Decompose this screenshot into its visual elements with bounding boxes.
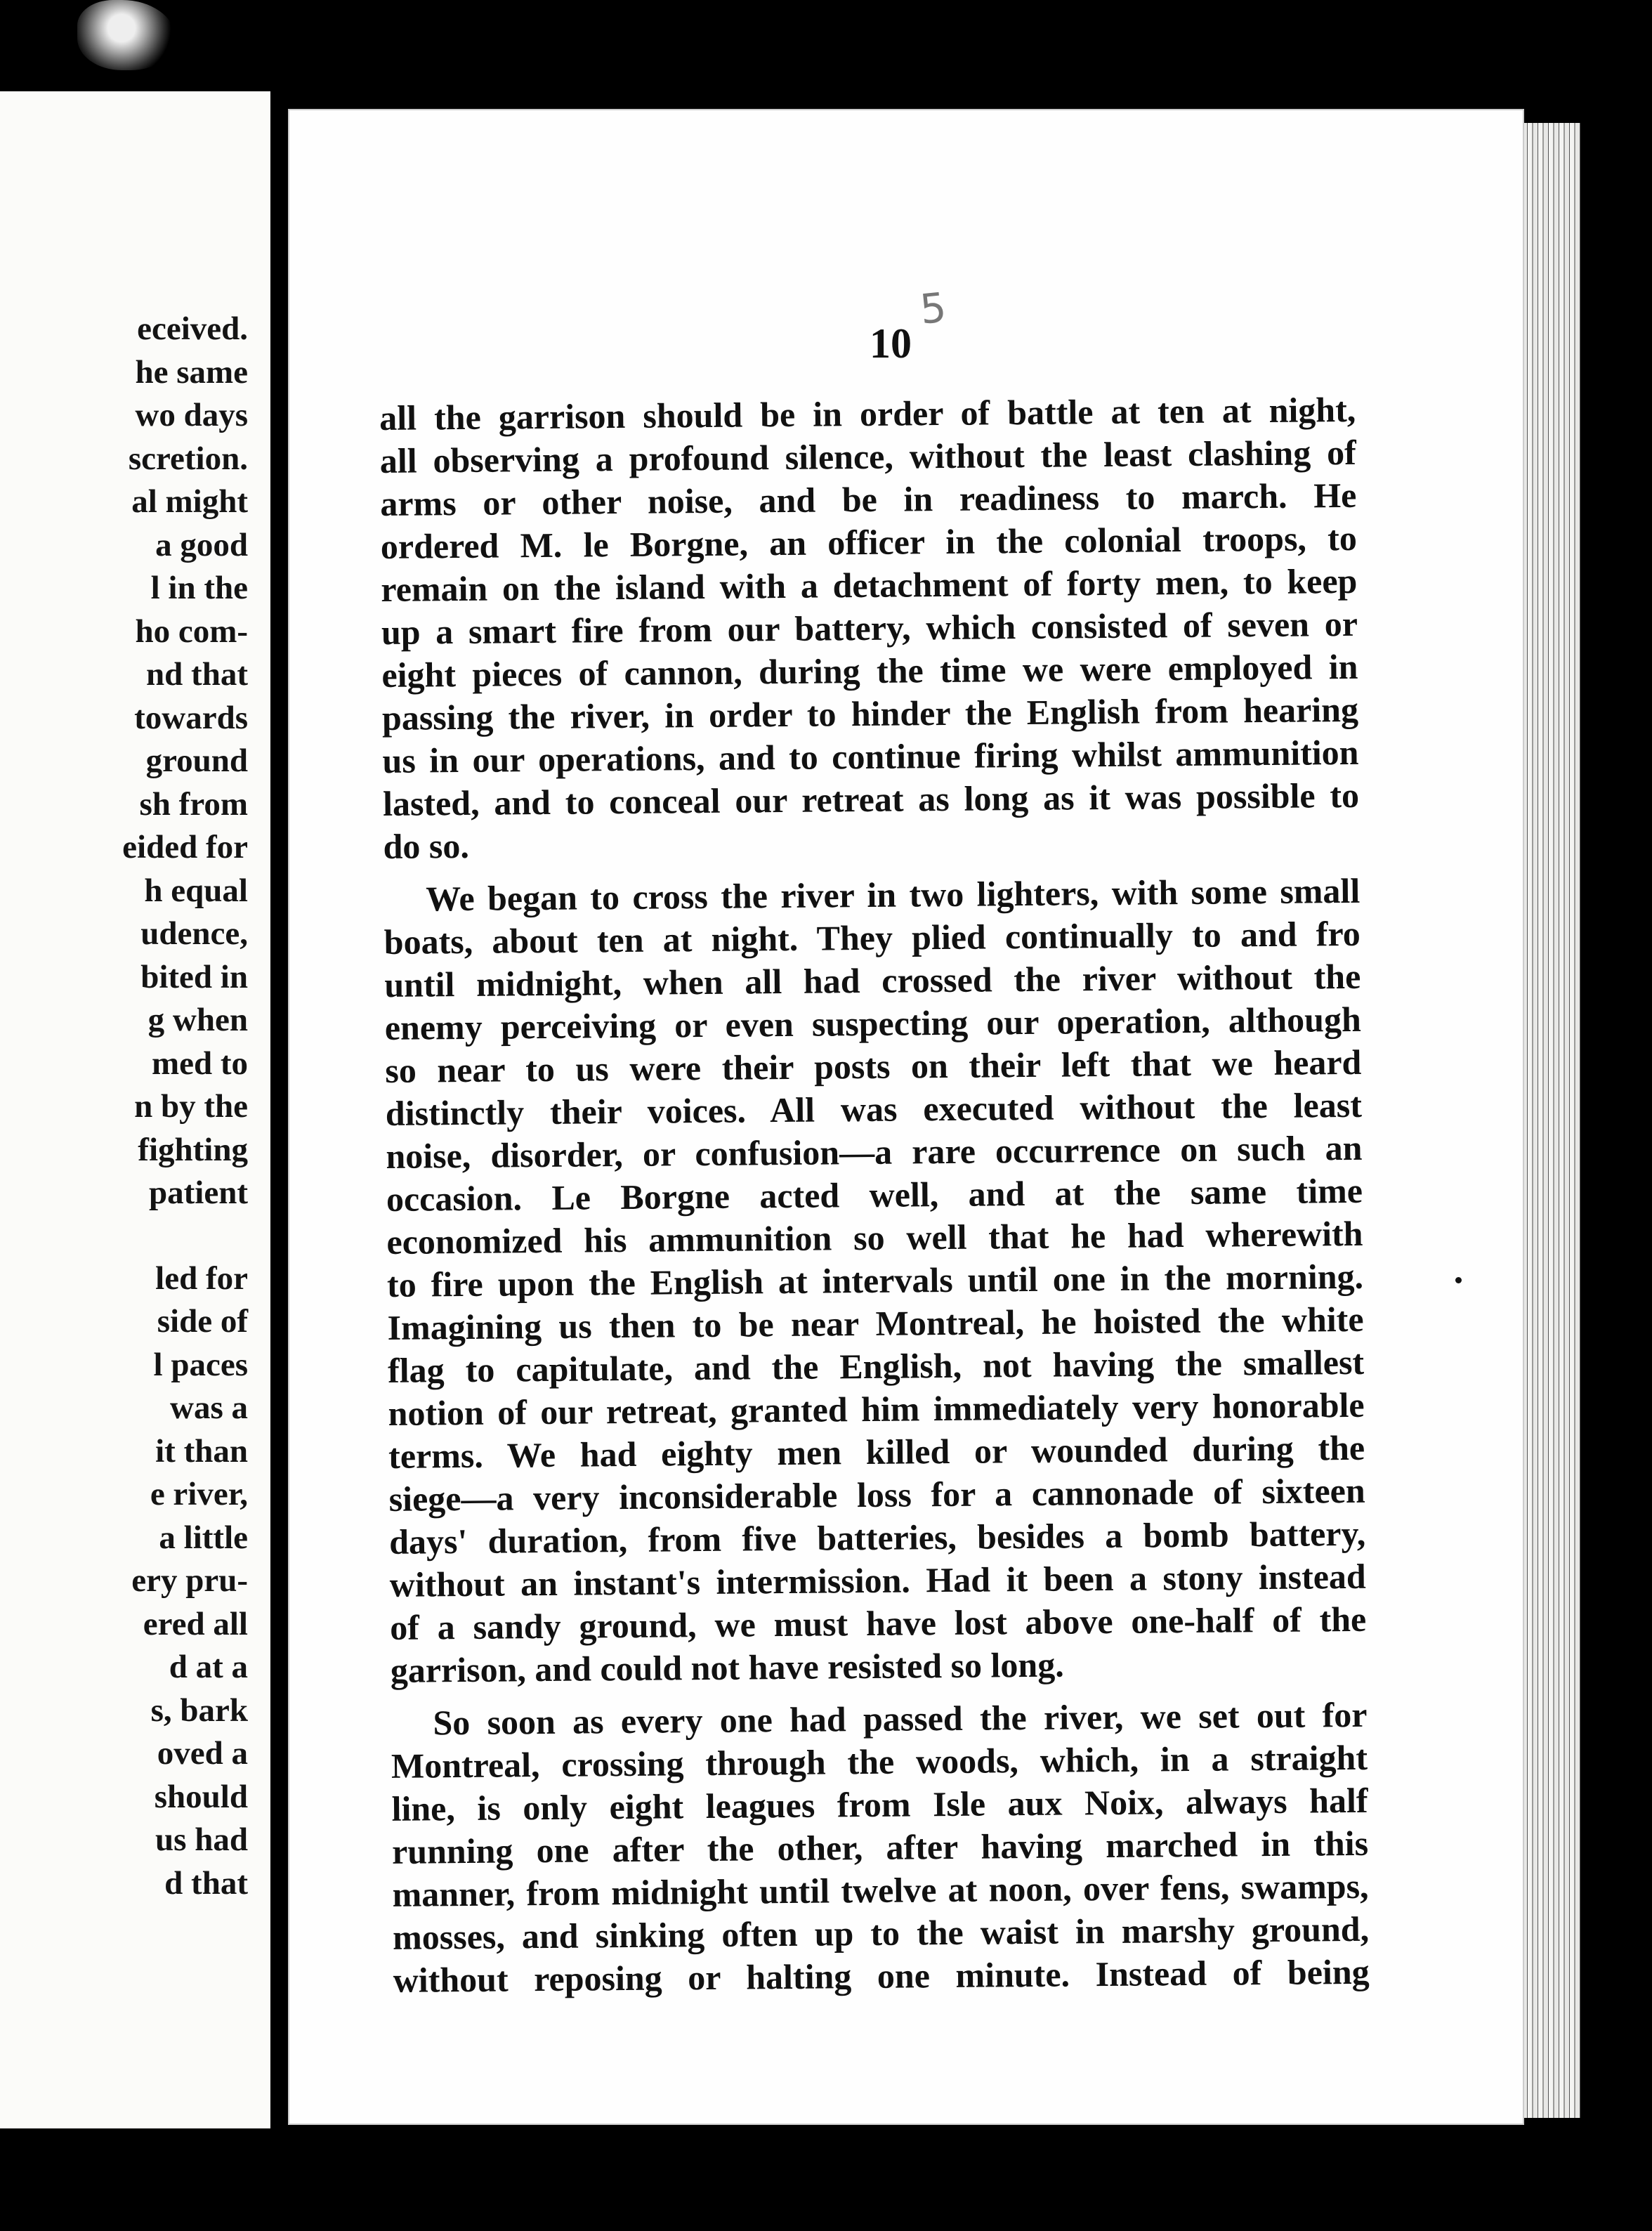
text-line: garrison, and could not have resisted so long. xyxy=(390,1644,1064,1690)
text-line: up a smart fire from our battery, which consisted of seven or xyxy=(381,603,1358,652)
previous-page-line: n by the xyxy=(134,1088,248,1125)
text-line: of a sandy ground, we must have lost above one-half of the xyxy=(390,1599,1367,1647)
page-number: 10 xyxy=(870,320,912,367)
previous-page-line: d that xyxy=(164,1864,248,1902)
previous-page-line: nd that xyxy=(146,656,248,693)
text-line: We began to cross the river in two lighters, with some small xyxy=(425,870,1361,919)
previous-page-line: med to xyxy=(151,1045,248,1082)
text-line: days' duration, from five batteries, besides a bomb battery, xyxy=(388,1513,1366,1562)
previous-page-line: he same xyxy=(135,353,248,391)
text-line: ordered M. le Borgne, an officer in the colonial troops, to xyxy=(380,518,1358,566)
previous-page-line: towards xyxy=(134,699,248,736)
previous-page-line: oved a xyxy=(157,1735,248,1772)
previous-page-line: a good xyxy=(155,526,248,563)
text-line: terms. We had eighty men killed or wounded during the xyxy=(388,1427,1365,1476)
paragraph-3 xyxy=(391,1694,1370,2002)
text-line: remain on the island with a detachment of forty men, to keep xyxy=(381,561,1358,609)
text-line: manner, from midnight until twelve at noon, over fens, swamps, xyxy=(392,1866,1369,1914)
previous-page-line: a little xyxy=(159,1519,248,1556)
text-line: without an instant's intermission. Had it been a stony instead xyxy=(389,1556,1366,1604)
paragraph-1 xyxy=(379,388,1360,868)
text-line: siege—a very inconsiderable loss for a cannonade of sixteen xyxy=(388,1470,1365,1519)
text-line: us in our operations, and to continue firing whilst ammunition xyxy=(382,732,1359,780)
previous-page-line: eided for xyxy=(122,829,248,865)
previous-page xyxy=(0,91,270,2128)
text-line: to fire upon the English at intervals until one in the morning. xyxy=(386,1256,1364,1304)
text-line: all the garrison should be in order of battle at ten at night, xyxy=(379,389,1356,438)
text-line: arms or other noise, and be in readiness to march. He xyxy=(380,475,1357,523)
text-line: notion of our retreat, granted him immediately very honorable xyxy=(388,1385,1365,1433)
previous-page-line: l in the xyxy=(150,570,248,606)
text-line: economized his ammunition so well that he had wherewith xyxy=(386,1213,1363,1262)
previous-page-line: bited in xyxy=(140,958,248,995)
previous-page-line: us had xyxy=(155,1821,248,1858)
previous-page-line: d at a xyxy=(169,1649,248,1685)
previous-page-line: fighting xyxy=(138,1131,248,1168)
text-line: line, is only eight leagues from Isle aux Noix, always half xyxy=(391,1780,1368,1828)
previous-page-line: h equal xyxy=(144,872,248,909)
previous-page-line: side of xyxy=(157,1303,248,1340)
text-line: eight pieces of cannon, during the time we were employed in xyxy=(381,646,1358,695)
previous-page-line: sh from xyxy=(139,785,248,823)
previous-page-line: al might xyxy=(131,483,248,520)
text-line: until midnight, when all had crossed the river without the xyxy=(384,956,1361,1005)
text-line: flag to capitulate, and the English, not having the smallest xyxy=(387,1342,1365,1390)
previous-page-line: eceived. xyxy=(137,310,248,347)
previous-page-line: ery pru- xyxy=(131,1562,248,1599)
previous-page-line: udence, xyxy=(140,915,248,952)
text-line: do so. xyxy=(383,825,470,866)
text-line: boats, about ten at night. They plied continually to and fro xyxy=(383,913,1361,962)
text-line: So soon as every one had passed the river, we set out for xyxy=(433,1694,1368,1743)
text-line: passing the river, in order to hinder the English from hearing xyxy=(381,689,1359,738)
text-line: distinctly their voices. All was executed without the least xyxy=(385,1085,1363,1133)
text-line: noise, disorder, or confusion—a rare occurrence on such an xyxy=(386,1127,1363,1176)
previous-page-line: led for xyxy=(155,1260,248,1297)
text-line: Montreal, crossing through the woods, which, in a straight xyxy=(391,1737,1368,1786)
previous-page-line: patient xyxy=(149,1175,248,1211)
previous-page-line: g when xyxy=(148,1002,248,1038)
text-line: enemy perceiving or even suspecting our operation, although xyxy=(384,999,1362,1047)
previous-page-line: ground xyxy=(145,742,248,779)
text-line: Imagining us then to be near Montreal, he hoisted the white xyxy=(387,1299,1364,1347)
previous-page-line: l paces xyxy=(153,1346,248,1383)
paragraph-2 xyxy=(383,870,1367,1692)
text-line: so near to us were their posts on their left that we heard xyxy=(385,1042,1362,1090)
ink-speck xyxy=(1455,1277,1462,1283)
previous-page-line: s, bark xyxy=(150,1692,248,1729)
text-line: without reposing or halting one minute. Instead of being xyxy=(393,1951,1370,2000)
body-text xyxy=(379,388,1370,2012)
previous-page-line: ered all xyxy=(143,1605,248,1642)
text-line: mosses, and sinking often up to the waist in marshy ground, xyxy=(392,1909,1370,1957)
previous-page-line: scretion. xyxy=(128,440,248,477)
previous-page-line: it than xyxy=(155,1432,248,1470)
text-line: all observing a profound silence, without the least clashing of xyxy=(379,432,1356,480)
text-line: lasted, and to conceal our retreat as long as it was possible to xyxy=(382,775,1360,823)
text-line: running one after the other, after having marched in this xyxy=(391,1823,1369,1871)
scan-stain xyxy=(77,0,176,70)
previous-page-line: was a xyxy=(170,1389,248,1426)
previous-page-line: e river, xyxy=(150,1476,248,1512)
previous-page-line: wo days xyxy=(135,397,248,433)
previous-page-line: should xyxy=(154,1778,248,1815)
text-line: occasion. Le Borgne acted well, and at the same time xyxy=(386,1170,1363,1219)
pencil-annotation: 5 xyxy=(917,283,949,334)
previous-page-line: ho com- xyxy=(135,613,248,650)
